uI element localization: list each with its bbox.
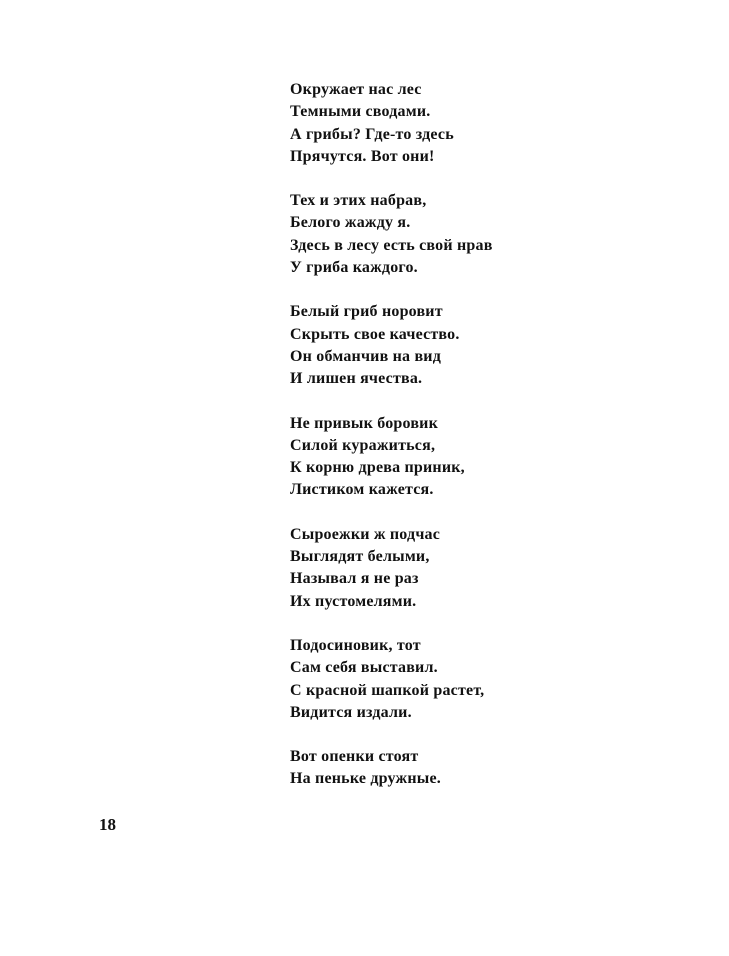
poem-line: Их пустомелями.: [290, 592, 417, 610]
poem-line: Силой куражиться,: [290, 436, 436, 454]
poem-line: А грибы? Где-то здесь: [290, 125, 454, 143]
poem-line: Прячутся. Вот они!: [290, 147, 435, 165]
poem-line: С красной шапкой растет,: [290, 681, 485, 699]
stanza-5: [290, 524, 590, 613]
poem-line: Белого жажду я.: [290, 214, 411, 232]
poem-line: Выглядят белыми,: [290, 548, 430, 566]
stanza-2: [290, 190, 590, 279]
poem-line: Тех и этих набрав,: [290, 192, 427, 210]
poem-line: Не привык боровик: [290, 414, 439, 432]
poem-line: Вот опенки стоят: [290, 748, 419, 766]
poem-line: У гриба каждого.: [290, 259, 418, 277]
stanza-1: [290, 79, 590, 168]
page-number: 18: [99, 815, 116, 834]
poem-line: Темными сводами.: [290, 103, 431, 121]
poem-line: Видится издали.: [290, 703, 412, 721]
poem-line: Скрыть свое качество.: [290, 325, 460, 343]
stanza-3: [290, 301, 590, 390]
poem-line: К корню древа приник,: [290, 459, 465, 477]
poem-line: Сам себя выставил.: [290, 659, 438, 677]
poem-line: Окружает нас лес: [290, 81, 422, 98]
poem-line: Здесь в лесу есть свой нрав: [290, 236, 493, 254]
poem-line: Подосиновик, тот: [290, 636, 421, 654]
poem-line: На пеньке дружные.: [290, 770, 441, 788]
poem-line: И лишен ячества.: [290, 370, 423, 388]
poem-line: Белый гриб норовит: [290, 303, 443, 321]
stanza-6: [290, 635, 590, 724]
stanza-4: [290, 413, 590, 502]
poem-line: Он обманчив на вид: [290, 347, 442, 365]
poem-line: Сыроежки ж подчас: [290, 525, 441, 543]
poem-line: Называл я не раз: [290, 570, 419, 588]
poem: [290, 79, 590, 813]
stanza-7: [290, 746, 590, 791]
poem-line: Листиком кажется.: [290, 481, 434, 499]
